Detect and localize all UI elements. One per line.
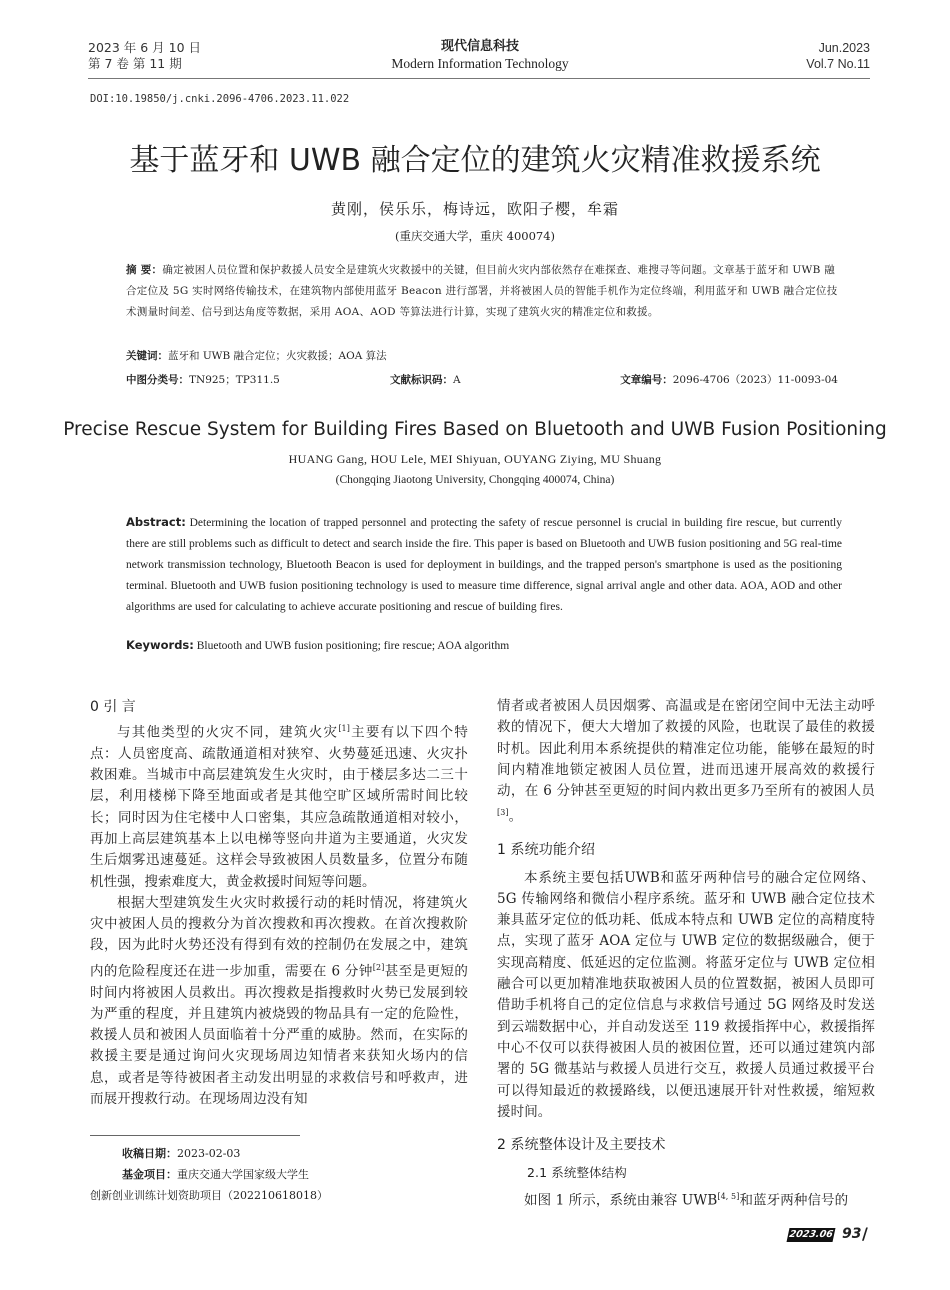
art-value: 2096-4706（2023）11-0093-04 — [672, 374, 838, 386]
authors-cn: 黄刚，侯乐乐，梅诗远，欧阳子樱，牟霜 — [330, 200, 619, 218]
doi: DOI:10.19850/j.cnki.2096-4706.2023.11.022 — [90, 93, 350, 105]
received-date — [90, 1143, 470, 1164]
text: 和蓝牙两种信号的 — [739, 1192, 849, 1209]
header-divider — [88, 78, 870, 79]
article-number — [620, 372, 838, 387]
abstract-cn — [126, 260, 838, 323]
text: 根据大型建筑发生火灾时救援行动的耗时情况，将建筑火灾中被困人员的搜救分为首次搜救和再次搜救。在首次搜救阶段，因为此时火势还没有得到有效的控制仍在发展之中，建筑内的危险程度还在进一步加重，需要在 6 分钟 — [90, 894, 468, 980]
clc-code — [126, 372, 280, 387]
text: 情者或者被困人员因烟雾、高温或是在密闭空间中无法主动呼救的情况下，便大大增加了救援的风险，也耽误了最佳的救援时机。因此利用本系统提供的精准定位功能，能够在最短的时间内精准地锁定被困人员位置，进而迅速开展高效的救援行动，在 6 分钟甚至更短的时间内救出更多乃至所有的被困人员 — [497, 698, 875, 800]
subsection-2-1-heading: 2.1 系统整体结构 — [527, 1165, 627, 1181]
citation: [3] — [497, 808, 509, 818]
text: 。 — [508, 808, 523, 825]
volume-en: Vol.7 No.11 — [806, 57, 870, 71]
keywords-en-label: Keywords: — [126, 638, 194, 652]
journal-title-en: Modern Information Technology — [391, 56, 569, 71]
citation: [4, 5] — [717, 1191, 740, 1201]
fund-label: 基金项目： — [122, 1168, 177, 1181]
received-value: 2023-02-03 — [177, 1147, 241, 1160]
page-slash: / — [862, 1224, 868, 1243]
left-column — [90, 718, 468, 1110]
header-left — [88, 40, 201, 72]
received-label: 收稿日期： — [122, 1147, 177, 1160]
abstract-cn-label: 摘 要： — [126, 264, 163, 276]
affiliation-en: (Chongqing Jiaotong University, Chongqing 400074, China) — [335, 474, 615, 486]
issue-date-en: Jun.2023 — [818, 41, 870, 55]
page-date-badge: 2023.06 — [788, 1229, 834, 1240]
authors-en: HUANG Gang, HOU Lele, MEI Shiyuan, OUYANG Ziying, MU Shuang — [288, 452, 662, 466]
section-2-heading: 2 系统整体设计及主要技术 — [497, 1137, 666, 1154]
section-1-heading: 1 系统功能介绍 — [497, 842, 596, 859]
page-number: 93 — [842, 1226, 862, 1242]
doc-value: A — [453, 374, 461, 386]
paper-title-en: Precise Rescue System for Building Fires Based on Bluetooth and UWB Fusion Positioning — [63, 419, 887, 440]
abstract-en-text: Determining the location of trapped personnel and protecting the safety of rescue personnel is crucial in building fire rescue, but currently there are still problems such as difficult to detect and search inside the fire. This paper is based on Bluetooth and UWB fusion positioning and 5G real-time network transmission technology, Bluetooth Beacon is used for deployment in buildings, and the trapped person's smartphone is used as the positioning terminal. Bluetooth and UWB fusion positioning technology is used to measure time difference, signal arrival angle and other data. AOA, AOD and other algorithms are used for calculating to achieve accurate positioning and rescue of building fires. — [126, 517, 842, 613]
footnote — [90, 1143, 470, 1206]
keywords-en-text: Bluetooth and UWB fusion positioning; fire rescue; AOA algorithm — [196, 640, 510, 652]
right-column — [497, 696, 875, 1212]
affiliation-cn: (重庆交通大学，重庆 400074) — [394, 229, 556, 243]
footnote-divider — [90, 1135, 300, 1136]
paragraph — [497, 1186, 875, 1212]
text: 主要有以下四个特点：人员密度高、疏散通道相对狭窄、火势蔓延迅速、火灾扑救困难。当城市中高层建筑发生火灾时，由于楼层多达二三十层，利用楼梯下降至地面或者是其他空旷区域所需时间比较长；同时因为住宅楼中人口密集，其应急疏散通道相对较小，再加上高层建筑基本上以电梯等竖向井道为主要通道，火灾发生后烟雾迅速蔓延。这样会导致被困人员数量多，位置分布随机性强，搜索难度大，黄金救援时间短等问题。 — [90, 724, 468, 890]
volume-cn: 第 7 卷 第 11 期 — [88, 56, 182, 71]
doc-label: 文献标识码： — [390, 374, 453, 386]
text: 甚至是更短的时间内将被困人员救出。再次搜救是指搜救时火势已发展到较为严重的程度，并且建筑内被烧毁的物品具有一定的危险性，救援人员和被困人员面临着十分严重的威胁。然而，在实际的救援主要是通过询问火灾现场周边知情者来获知火场内的信息，或者是等待被困者主动发出明显的求救信号和呼救声，进而展开搜救行动。在现场周边没有知 — [90, 963, 468, 1108]
citation: [2] — [372, 962, 385, 972]
paragraph: 本系统主要包括UWB和蓝牙两种信号的融合定位网络、5G 传输网络和微信小程序系统。蓝牙和 UWB 融合定位技术兼具蓝牙定位的低功耗、低成本特点和 UWB 定位的高精度特点，实现了蓝牙 AOA 定位与 UWB 定位的数据级融合，便于实现高精度、低延迟的定位监测。将蓝牙定位与 UWB 定位相融合可以更加精准地获取被困人员的位置数据，被困人员即可借助手机将自己的定位信息与求救信号通过 5G 网络及时发送到云端数据中心，并自动发送至 119 救援指挥中心，救援指挥中心不仅可以获得被困人员的被困位置，还可以通过建筑内部署的 5G 微基站与救援人员进行交互，救援人员通过救援平台可以得知最近的救援路线，以便迅速展开针对性救援，缩短救援时间。 — [497, 869, 875, 1120]
fund-line-2: 创新创业训练计划资助项目（202210618018） — [90, 1189, 328, 1202]
fund-line-1 — [90, 1164, 470, 1185]
paragraph — [90, 893, 468, 1110]
keywords-en — [126, 638, 509, 652]
paragraph — [497, 696, 875, 828]
clc-label: 中图分类号： — [126, 374, 189, 386]
keywords-cn-label: 关键词： — [126, 350, 168, 362]
clc-value: TN925；TP311.5 — [189, 374, 280, 386]
abstract-en — [126, 512, 842, 618]
fund-value-1: 重庆交通大学国家级大学生 — [177, 1168, 309, 1181]
keywords-cn-text: 蓝牙和 UWB 融合定位；火灾救援；AOA 算法 — [168, 350, 387, 362]
art-label: 文章编号： — [620, 374, 673, 386]
paper-title-cn: 基于蓝牙和 UWB 融合定位的建筑火灾精准救援系统 — [129, 143, 821, 178]
issue-date-cn: 2023 年 6 月 10 日 — [88, 40, 202, 55]
journal-title-cn: 现代信息科技 — [440, 39, 519, 54]
abstract-en-label: Abstract: — [126, 515, 186, 529]
section-0-heading: 0 引 言 — [90, 699, 136, 715]
citation: [1] — [338, 724, 350, 733]
text: 如图 1 所示，系统由兼容 UWB — [524, 1192, 718, 1209]
keywords-cn — [126, 348, 387, 363]
abstract-cn-text: 确定被困人员位置和保护救援人员安全是建筑火灾救援中的关键，但目前火灾内部依然存在难探查、难搜寻等问题。文章基于蓝牙和 UWB 融合定位及 5G 实时网络传输技术，在建筑物内部使用蓝牙 Beacon 进行部署，并将被困人员的智能手机作为定位终端，利用蓝牙和 UWB 融合定位技术测量时间差、信号到达角度等数据，采用 AOA、AOD 等算法进行计算，实现了建筑火灾的精准定位和救援。 — [126, 264, 838, 318]
paragraph — [90, 718, 468, 893]
header-center — [300, 38, 660, 72]
text: 与其他类型的火灾不同，建筑火灾 — [117, 724, 339, 741]
header-right — [806, 40, 870, 72]
doc-code — [390, 372, 461, 387]
